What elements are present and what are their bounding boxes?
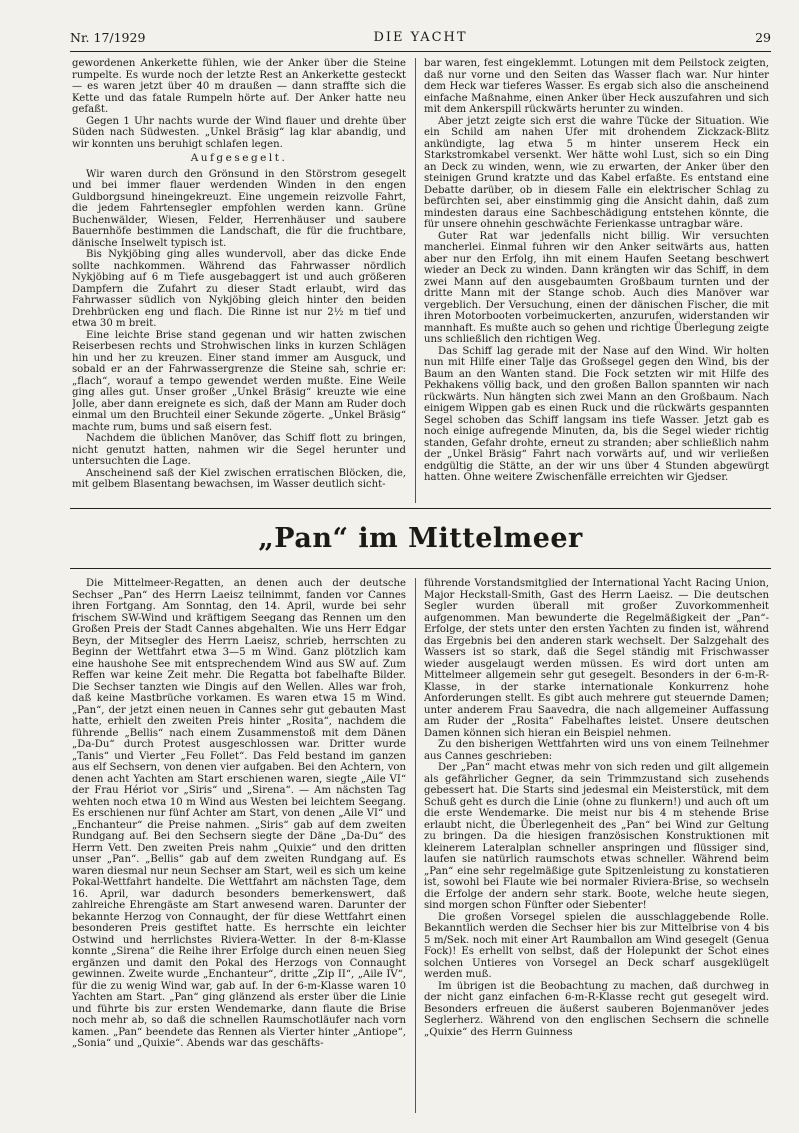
paragraph: gewordenen Ankerkette fühlen, wie der Anker über die Steine rumpelte. Es wurde noch der letzte Rest an Ankerkette gesteckt — es waren jetzt über 40 m draußen — dann straffte sich die Kette und das fatale Rumpeln hörte auf. Der Anker hatte neu gefaßt. (72, 58, 406, 115)
paragraph: Aber jetzt zeigte sich erst die wahre Tücke der Situation. Wie ein Schild am nahen Ufer mit drohendem Zickzack-Blitz ankündigte, lag etwa 5 m hinter unserem Heck ein Starkstromkabel versenkt. Wer hätte wohl Lust, sich so ein Ding an Deck zu winden, wenn, wie zu erwarten, der Anker über den steinigen Grund kratzte und das Kabel erfaßte. Es entstand eine Debatte darüber, ob in diesem Falle ein elektrischer Schlag zu befürchten sei, aber einstimmig ging die Ansicht dahin, daß zum mindesten daraus eine Sachbeschädigung entstehen könnte, die für unsere ohnehin geschwächte Ferienkasse untragbar wäre. (424, 115, 769, 230)
header-rule (70, 51, 771, 52)
paragraph: Gegen 1 Uhr nachts wurde der Wind flauer und drehte über Süden nach Südwesten. „Unkel Bräsig“ lag klar abandig, und wir konnten uns beruhigt schlafen legen. (72, 115, 406, 150)
paragraph: Zu den bisherigen Wettfahrten wird uns von einem Teilnehmer aus Cannes geschrieben: (424, 739, 769, 762)
paragraph: Eine leichte Brise stand gegenan und wir hatten zwischen Reiserbesen rechts und Strohwischen links in kurzen Schlägen hin und her zu kreuzen. Einer stand immer am Ausguck, und sobald er an der Fahrwassergrenze die Steine sah, schrie er: „flach“, worauf a tempo gewendet werden mußte. Eine Weile ging alles gut. Unser großer „Unkel Bräsig“ kreuzte wie eine Jolle, aber dann ereignete es sich, daß der Mann am Ruder doch einmal um den Bruchteil einer Sekunde zögerte. „Unkel Bräsig“ machte rum, bums und saß eisern fest. (72, 329, 406, 433)
upper-left-column (72, 58, 406, 503)
column-divider (415, 578, 416, 1113)
paragraph: führende Vorstandsmitglied der International Yacht Racing Union, Major Heckstall-Smith, Gast des Herrn Laeisz. — Die deutschen Segler wurden überall mit großer Zuvorkommenheit aufgenommen. Man bewunderte die Regelmäßigkeit der „Pan“-Erfolge, der stets unter den ersten Yachten zu finden ist, während das Ergebnis bei den anderen stark wechselt. Der Salzgehalt des Wassers ist so stark, daß die Segel ständig mit Frischwasser wieder ausgelaugt werden müssen. Es wird dort unten am Mittelmeer allgemein sehr gut gesegelt. Besonders in der 6-m-R-Klasse, in der starke internationale Konkurrenz hohe Anforderungen stellt. Es gibt auch mehrere gut steuernde Damen; unter anderem Frau Saavedra, die nach allgemeiner Auffassung am Ruder der „Rosita“ Fabelhaftes leistet. Unsere deutschen Damen können sich hieran ein Beispiel nehmen. (424, 578, 769, 739)
magazine-title: DIE YACHT (373, 30, 468, 45)
lower-right-column (424, 578, 769, 1113)
paragraph: Anscheinend saß der Kiel zwischen erratischen Blöcken, die, mit gelbem Blasentang bewachsen, im Wasser deutlich sicht- (72, 467, 406, 490)
paragraph: Der „Pan“ macht etwas mehr von sich reden und gilt allgemein als gefährlicher Gegner, da sein Trimmzustand sich zusehends gebessert hat. Die Starts sind jedesmal ein Meisterstück, mit dem Schuß geht es durch die Linie (ohne zu flunkern!) und auch oft um die erste Wendemarke. Die meist nur bis 4 m stehende Brise erlaubt nicht, die Überlegenheit des „Pan“ bei Wind zur Geltung zu bringen. Da die hiesigen französischen Konstruktionen mit kleinerem Lateralplan schneller anspringen und flüssiger sind, laufen sie natürlich raumschots etwas schneller. Während beim „Pan“ eine sehr regelmäßige gute Spitzenleistung zu konstatieren ist, sowohl bei Flaute wie bei normaler Riviera-Brise, so wechseln die Erfolge der andern sehr stark. Boote, welche heute siegen, sind morgen schon Fünfter oder Siebenter! (424, 762, 769, 911)
paragraph: bar waren, fest eingeklemmt. Lotungen mit dem Peilstock zeigten, daß nur vorne und den Seiten das Wasser flach war. Nur hinter dem Heck war tieferes Wasser. Es ergab sich also die anscheinend einfache Maßnahme, einen Anker über Heck auszufahren und sich mit dem Ankerspill rückwärts herunter zu winden. (424, 58, 769, 115)
page-number: 29 (755, 30, 771, 45)
article-title: „Pan“ im Mittelmeer (258, 523, 583, 554)
paragraph: Nachdem die üblichen Manöver, das Schiff flott zu bringen, nicht genutzt hatten, nahmen wir die Segel herunter und untersuchten die Lage. (72, 433, 406, 467)
paragraph: Die Mittelmeer-Regatten, an denen auch der deutsche Sechser „Pan“ des Herrn Laeisz teilnimmt, fanden vor Cannes ihren Fortgang. Am Sonntag, den 14. April, wurde bei sehr frischem SW-Wind und kräftigem Seegang das Rennen um den Großen Preis der Stadt Cannes abgehalten. Wie uns Herr Edgar Beyn, der Mitsegler des Herrn Laeisz, schrieb, herrschten zu Beginn der Wettfahrt etwa 3—5 m Wind. Ganz plötzlich kam eine haushohe See mit entsprechendem Wind aus SW auf. Zum Reffen war keine Zeit mehr. Die Regatta bot fabelhafte Bilder. Die Sechser tanzten wie Dingis auf den Wellen. Alles war froh, daß keine Mastbrüche vorkamen. Es waren etwa 15 m Wind. „Pan“, der jetzt einen neuen in Cannes sehr gut gebauten Mast hatte, erhielt den zweiten Preis hinter „Rosita“, nachdem die führende „Bellis“ nach einem Zusammenstoß mit dem Dänen „Da-Du“ durch Protest ausgeschlossen war. Dritter wurde „Tanis“ und Vierter „Feu Follet“. Das Feld bestand im ganzen aus elf Sechsern, von denen vier aufgaben. Bei den Achtern, von denen acht Yachten am Start erschienen waren, siegte „Aile VI“ der Frau Hériot vor „Siris“ und „Sirena“. — Am nächsten Tag wehten noch etwa 10 m Wind aus Westen bei leichtem Seegang. Es erschienen nur fünf Achter am Start, von denen „Aile VI“ und „Enchanteur“ die Preise nahmen. „Siris“ gab auf dem zweiten Rundgang auf. Bei den Sechsern siegte der Däne „Da-Du“ des Herrn Vett. Den zweiten Preis nahm „Quixie“ und den dritten unser „Pan“. „Bellis“ gab auf dem zweiten Rundgang auf. Es waren diesmal nur neun Sechser am Start, weil es sich um keine Pokal-Wettfahrt handelte. Die Wettfahrt am nächsten Tage, dem 16. April, war dadurch besonders bemerkenswert, daß zahlreiche Ehrengäste am Start anwesend waren. Darunter der bekannte Herzog von Connaught, der für diese Wettfahrt einen besonderen Preis gestiftet hatte. Es herrschte ein leichter Ostwind und herrlichstes Riviera-Wetter. In der 8-m-Klasse konnte „Sirena“ die Reihe ihrer Erfolge durch einen neuen Sieg ergänzen und damit den Pokal des Herzogs von Connaught gewinnen. Zweite wurde „Enchanteur“, dritte „Zip II“, „Aile IV“, für die zu wenig Wind war, gab auf. In der 6-m-Klasse waren 10 Yachten am Start. „Pan“ ging glänzend als erster über die Linie und führte bis zur ersten Wendemarke, dann flaute die Brise noch mehr ab, so daß die schnellen Raumschotläufer nach vorn kamen. „Pan“ beendete das Rennen als Vierter hinter „Antiope“, „Sonia“ und „Quixie“. Abends war das geschäfts- (72, 578, 406, 1049)
issue-number: Nr. 17/1929 (70, 30, 146, 45)
paragraph: Das Schiff lag gerade mit der Nase auf den Wind. Wir holten nun mit Hilfe einer Talje das Großsegel gegen den Wind, bis der Baum an den Wanten stand. Die Fock setzten wir mit Hilfe des Pekhakens völlig back, und den großen Ballon spannten wir nach rückwärts. Nun hängten sich zwei Mann an den Großbaum. Nach einigem Wippen gab es einen Ruck und die rückwärts gespannten Segel schoben das Schiff langsam ins tiefe Wasser. Jetzt gab es noch einige aufregende Minuten, da, bis die Segel wieder richtig standen, Gefahr drohte, erneut zu stranden; aber schließlich nahm der „Unkel Bräsig“ Fahrt nach vorwärts auf, und wir verließen endgültig die Stätte, an der wir uns über 4 Stunden abgewürgt hatten. Ohne weitere Zwischenfälle erreichten wir Gjedser. (424, 345, 769, 483)
paragraph: Wir waren durch den Grönsund in den Störstrom gesegelt und bei immer flauer werdenden Winden in den engen Guldborgsund hineingekreuzt. Eine ungemein reizvolle Fahrt, die jedem Fahrtensegler empfohlen werden kann. Grüne Buchenwälder, Wiesen, Felder, Herrenhäuser und saubere Bauernhöfe bestimmen die Landschaft, die für die fruchtbare, dänische Inselwelt typisch ist. (72, 168, 406, 249)
section-rule (70, 508, 771, 509)
lower-left-column (72, 578, 406, 1113)
page-header (70, 30, 771, 48)
upper-right-column (424, 58, 769, 503)
column-divider (415, 58, 416, 503)
title-rule (70, 568, 771, 569)
section-heading: Aufgesegelt. (190, 152, 288, 164)
paragraph: Die großen Vorsegel spielen die ausschlaggebende Rolle. Bekanntlich werden die Sechser hier bis zur Mittelbrise von 4 bis 5 m/Sek. noch mit einer Art Raumballon am Wind gesegelt (Genua Fock)! Es erhellt von selbst, daß der Holepunkt der Schot eines solchen Untieres von Vorsegel an Deck scharf ausgeklügelt werden muß. (424, 911, 769, 980)
paragraph: Guter Rat war jedenfalls nicht billig. Wir versuchten mancherlei. Einmal fuhren wir den Anker seitwärts aus, hatten aber nur den Erfolg, ihn mit einem Haufen Seetang beschwert wieder an Deck zu winden. Dann krängten wir das Schiff, in dem zwei Mann auf den ausgebaumten Großbaum turnten und der dritte Mann mit der Stange schob. Auch dies Manöver war vergeblich. Der Versuchung, einen der dänischen Fischer, die mit ihren Motorbooten vorbeimuckerten, anzurufen, widerstanden wir mannhaft. Es mußte auch so gehen und richtige Überlegung zeigte uns schließlich den richtigen Weg. (424, 230, 769, 345)
paragraph: Bis Nykjöbing ging alles wundervoll, aber das dicke Ende sollte nachkommen. Während das Fahrwasser nördlich Nykjöbing auf 6 m Tiefe ausgebaggert ist und auch größeren Dampfern die Zufahrt zu dieser Stadt erlaubt, wird das Fahrwasser südlich von Nykjöbing gleich hinter den beiden Drehbrücken eng und flach. Die Rinne ist nur 2½ m tief und etwa 30 m breit. (72, 249, 406, 329)
paragraph: Im übrigen ist die Beobachtung zu machen, daß durchweg in der nicht ganz einfachen 6-m-R-Klasse recht gut gesegelt wird. Besonders erfreuen die äußerst sauberen Bojenmanöver jedes Seglerherz. Während von den englischen Sechsern die schnelle „Quixie“ des Herrn Guinness (424, 980, 769, 1038)
